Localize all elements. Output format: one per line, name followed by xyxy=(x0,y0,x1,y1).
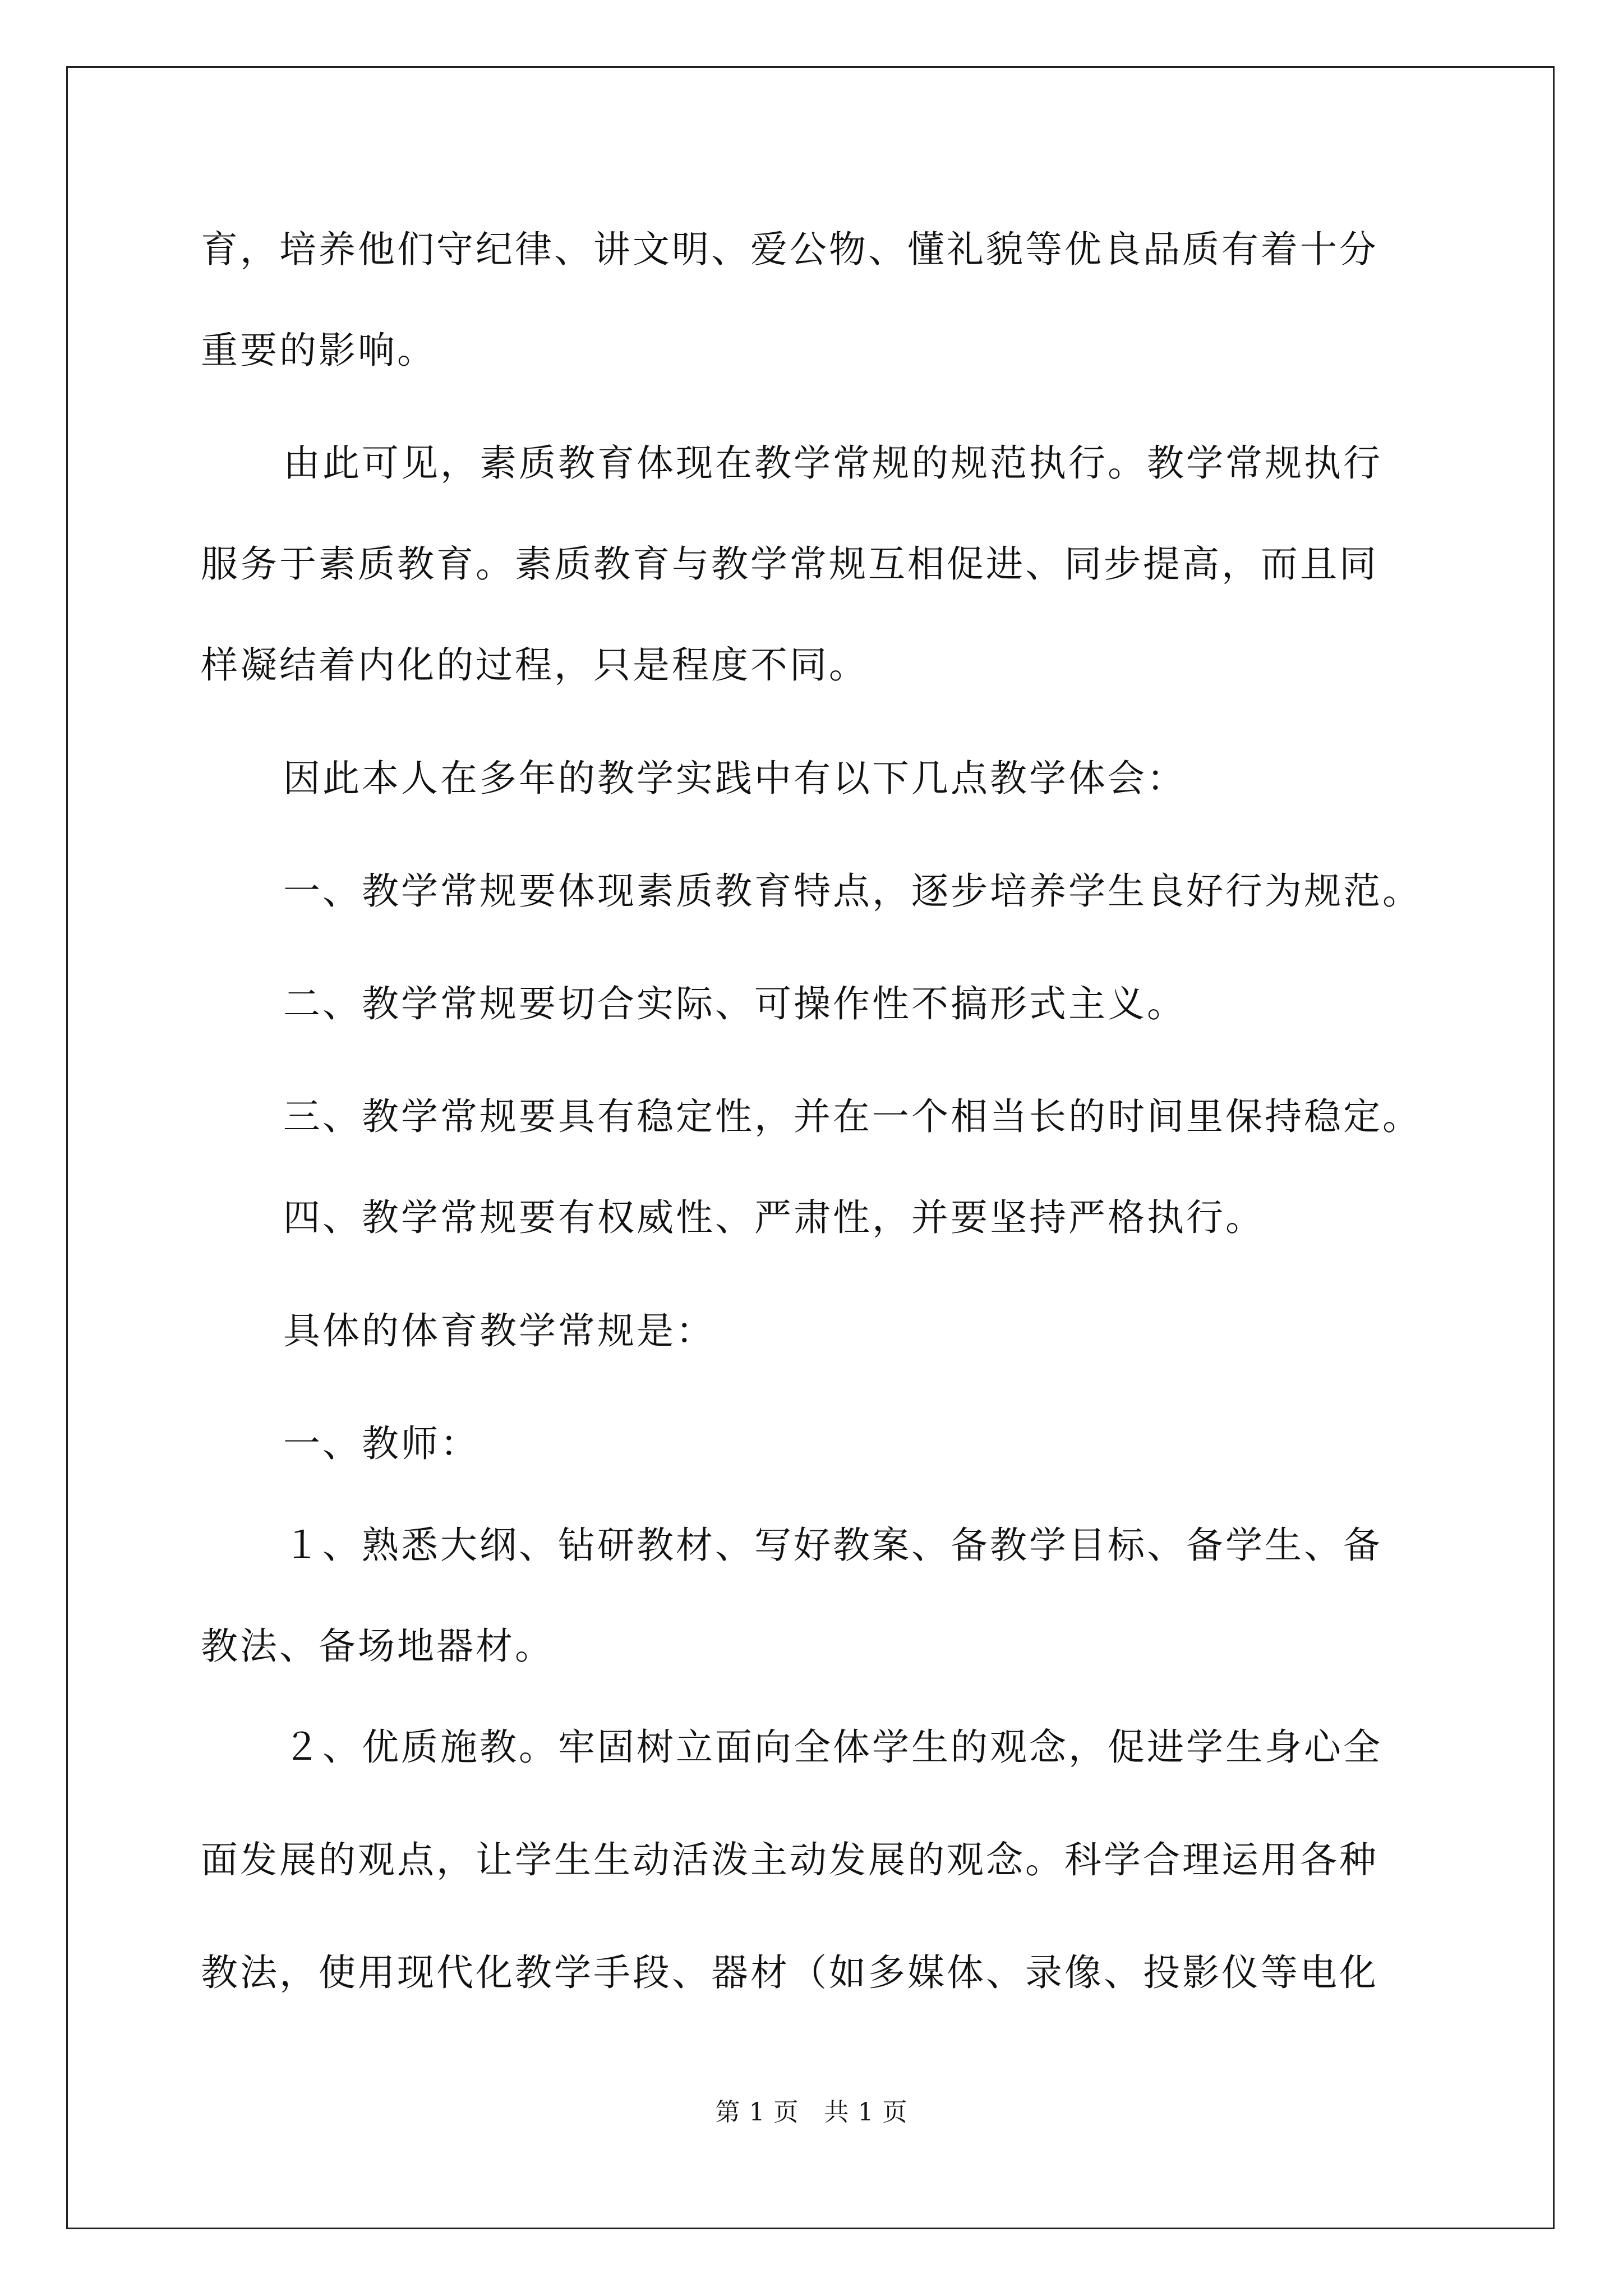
text-line-13: １、熟悉大纲、钻研教材、写好教案、备教学目标、备学生、备 xyxy=(283,1524,1382,1567)
text-line-4: 服务于素质教育。素质教育与教学常规互相促进、同步提高，而且同 xyxy=(201,542,1378,586)
text-line-8: 二、教学常规要切合实际、可操作性不搞形式主义。 xyxy=(283,982,1186,1025)
text-line-14: 教法、备场地器材。 xyxy=(201,1625,554,1668)
text-line-15: ２、优质施教。牢固树立面向全体学生的观念，促进学生身心全 xyxy=(283,1726,1382,1769)
text-line-9: 三、教学常规要具有稳定性，并在一个相当长的时间里保持稳定。 xyxy=(283,1095,1422,1138)
text-line-7: 一、教学常规要体现素质教育特点，逐步培养学生良好行为规范。 xyxy=(283,869,1422,913)
text-line-11: 具体的体育教学常规是： xyxy=(283,1309,715,1352)
text-line-3: 由此可见，素质教育体现在教学常规的规范执行。教学常规执行 xyxy=(283,441,1382,485)
text-line-6: 因此本人在多年的教学实践中有以下几点教学体会： xyxy=(283,757,1186,800)
text-line-16: 面发展的观点，让学生生动活泼主动发展的观念。科学合理运用各种 xyxy=(201,1838,1378,1881)
text-line-12: 一、教师： xyxy=(283,1422,479,1465)
text-line-5: 样凝结着内化的过程，只是程度不同。 xyxy=(201,643,868,687)
page-border xyxy=(66,66,1555,2229)
text-line-1: 育，培养他们守纪律、讲文明、爱公物、懂礼貌等优良品质有着十分 xyxy=(201,228,1378,271)
text-line-17: 教法，使用现代化教学手段、器材（如多媒体、录像、投影仪等电化 xyxy=(201,1951,1378,1994)
text-line-10: 四、教学常规要有权威性、严肃性，并要坚持严格执行。 xyxy=(283,1196,1265,1239)
text-line-2: 重要的影响。 xyxy=(201,329,436,372)
page-footer: 第 1 页 共 1 页 xyxy=(715,2098,908,2127)
